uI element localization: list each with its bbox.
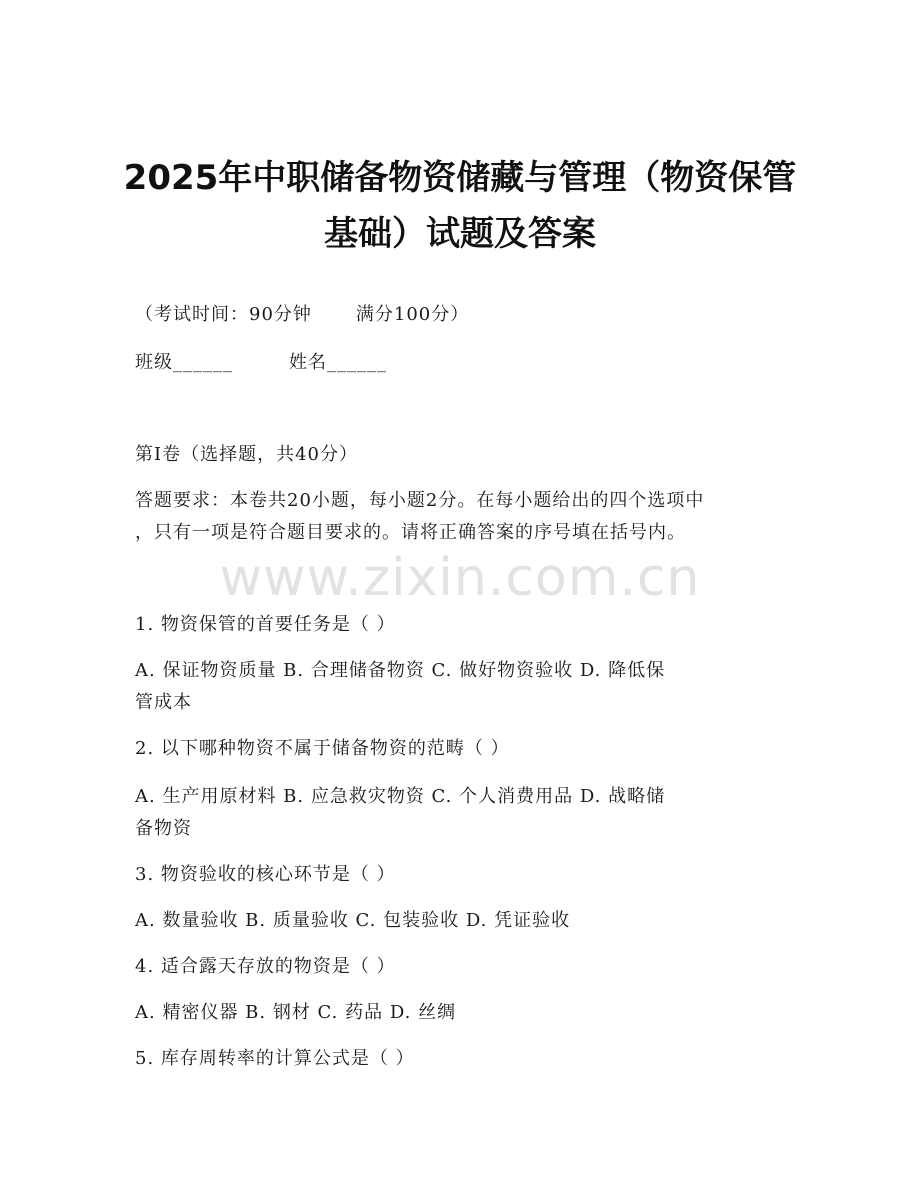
question-1-stem: 1. 物资保管的首要任务是（ ） bbox=[135, 614, 396, 635]
question-4-options: A. 精密仪器 B. 钢材 C. 药品 D. 丝绸 bbox=[135, 1002, 457, 1023]
question-2-stem: 2. 以下哪种物资不属于储备物资的范畴（ ） bbox=[135, 738, 510, 759]
title-line-1: 2025年中职储备物资储藏与管理（物资保管 bbox=[123, 158, 797, 198]
question-1-options: A. 保证物资质量 B. 合理储备物资 C. 做好物资验收 D. 降低保 bbox=[135, 660, 666, 681]
document-title bbox=[100, 150, 820, 262]
question-2-options: A. 生产用原材料 B. 应急救灾物资 C. 个人消费用品 D. 战略储 bbox=[135, 786, 666, 807]
instructions-line-2: ，只有一项是符合题目要求的。请将正确答案的序号填在括号内。 bbox=[135, 522, 686, 543]
title-line-2: 基础）试题及答案 bbox=[324, 214, 596, 254]
instructions-line-1: 答题要求：本卷共20小题，每小题2分。在每小题给出的四个选项中 bbox=[135, 490, 705, 511]
class-field: 班级______ bbox=[135, 352, 233, 373]
section-heading: 第I卷（选择题，共40分） bbox=[135, 444, 359, 465]
question-3-options: A. 数量验收 B. 质量验收 C. 包装验收 D. 凭证验收 bbox=[135, 910, 571, 931]
exam-meta bbox=[135, 300, 469, 326]
watermark: www.zixin.com.cn bbox=[219, 548, 701, 608]
question-2-options-cont: 备物资 bbox=[135, 818, 192, 839]
question-5-stem: 5. 库存周转率的计算公式是（ ） bbox=[135, 1048, 415, 1069]
exam-time: （考试时间：90分钟 bbox=[135, 304, 312, 325]
student-fields bbox=[135, 348, 387, 374]
question-4-stem: 4. 适合露天存放的物资是（ ） bbox=[135, 956, 396, 977]
question-3-stem: 3. 物资验收的核心环节是（ ） bbox=[135, 864, 396, 885]
exam-full-score: 满分100分） bbox=[355, 304, 470, 325]
question-1-options-cont: 管成本 bbox=[135, 692, 192, 713]
name-field: 姓名______ bbox=[289, 352, 387, 373]
